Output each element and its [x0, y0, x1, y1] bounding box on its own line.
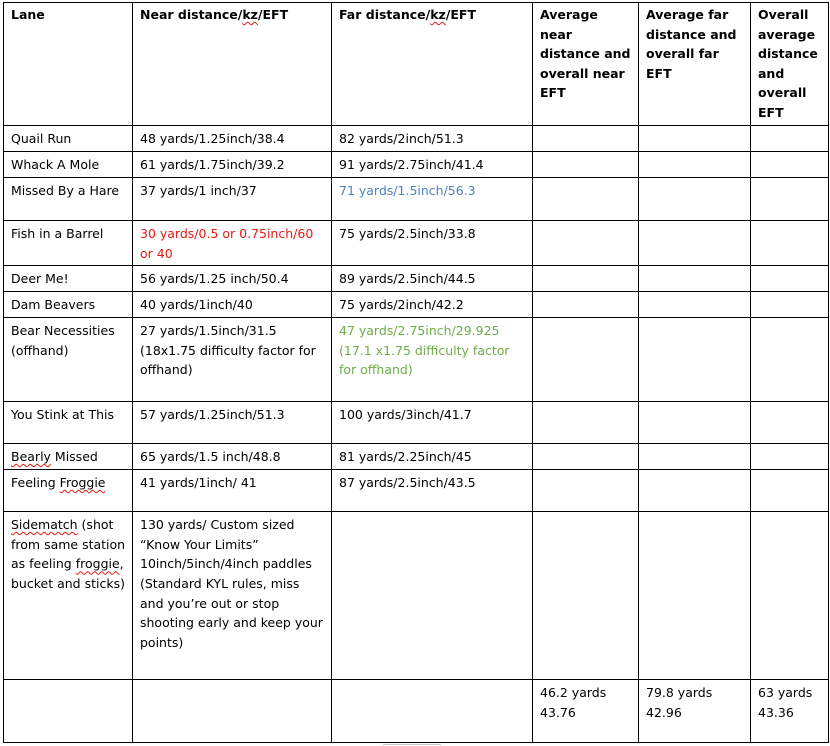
header-avg-near: Average near distance and overall near EFT [533, 3, 639, 126]
spell-marked-word: froggie [75, 556, 120, 572]
near-cell: 41 yards/1inch/ 41 [133, 470, 332, 512]
avg-near-cell [533, 126, 639, 152]
overall-cell [751, 126, 829, 152]
overall-cell [751, 444, 829, 470]
header-near: Near distance/kz/EFT [133, 3, 332, 126]
near-cell: 40 yards/1inch/40 [133, 292, 332, 318]
avg-far-cell [639, 178, 751, 221]
totals-row [4, 680, 829, 743]
near-cell: 57 yards/1.25inch/51.3 [133, 402, 332, 444]
far-cell: 47 yards/2.75inch/29.925 (17.1 x1.75 difficulty factor for offhand) [332, 318, 533, 402]
avg-far-cell [639, 221, 751, 266]
avg-near-cell [533, 266, 639, 292]
far-cell: 81 yards/2.25inch/45 [332, 444, 533, 470]
lane-cell: Fish in a Barrel [4, 221, 133, 266]
overall-distance: 63 yards [758, 685, 813, 701]
table-row [4, 470, 829, 512]
spell-marked-word: Bearly [11, 449, 51, 465]
spell-marked-word: Froggie [59, 475, 106, 491]
avg-near-cell [533, 221, 639, 266]
avg-near-cell [533, 512, 639, 680]
avg-far-cell [639, 292, 751, 318]
near-cell: 48 yards/1.25inch/38.4 [133, 126, 332, 152]
far-cell: 82 yards/2inch/51.3 [332, 126, 533, 152]
avg-far-cell [639, 402, 751, 444]
near-cell: 37 yards/1 inch/37 [133, 178, 332, 221]
lane-cell: Quail Run [4, 126, 133, 152]
far-cell: 89 yards/2.5inch/44.5 [332, 266, 533, 292]
avg-near-cell [533, 402, 639, 444]
table-row [4, 444, 829, 470]
lane-cell: Deer Me! [4, 266, 133, 292]
far-cell [332, 512, 533, 680]
far-cell: 75 yards/2.5inch/33.8 [332, 221, 533, 266]
header-lane: Lane [4, 3, 133, 126]
far-cell: 71 yards/1.5inch/56.3 [332, 178, 533, 221]
header-far: Far distance/kz/EFT [332, 3, 533, 126]
overall-total [751, 680, 829, 743]
table-row [4, 402, 829, 444]
table-row [4, 178, 829, 221]
table-row [4, 126, 829, 152]
lane-cell: Dam Beavers [4, 292, 133, 318]
overall-cell [751, 402, 829, 444]
near-cell: 130 yards/ Custom sized “Know Your Limits” 10inch/5inch/4inch paddles (Standard KYL rules, miss and you’re out or stop shooting early and keep your points) [133, 512, 332, 680]
table-row [4, 221, 829, 266]
avg-far-cell [639, 266, 751, 292]
overall-cell [751, 178, 829, 221]
spell-marked-word: Sidematch [11, 517, 78, 533]
far-cell: 91 yards/2.75inch/41.4 [332, 152, 533, 178]
avg-near-cell [533, 470, 639, 512]
table-row [4, 512, 829, 680]
spell-marked-word: kz [242, 7, 258, 22]
avg-near-cell [533, 444, 639, 470]
avg-far-total [639, 680, 751, 743]
far-cell: 100 yards/3inch/41.7 [332, 402, 533, 444]
avg-far-cell [639, 444, 751, 470]
overall-cell [751, 292, 829, 318]
header-avg-far: Average far distance and overall far EFT [639, 3, 751, 126]
overall-cell [751, 266, 829, 292]
overall-eft: 43.36 [758, 704, 794, 720]
lane-cell: Feeling Froggie [4, 470, 133, 512]
near-cell: 65 yards/1.5 inch/48.8 [133, 444, 332, 470]
avg-near-cell [533, 318, 639, 402]
overall-cell [751, 470, 829, 512]
near-cell: 27 yards/1.5inch/31.5 (18x1.75 difficulty factor for offhand) [133, 318, 332, 402]
avg-near-total [533, 680, 639, 743]
avg-far-cell [639, 318, 751, 402]
lane-cell: Sidematch (shot from same station as feeling froggie, bucket and sticks) [4, 512, 133, 680]
avg-far-eft: 42.96 [646, 704, 682, 720]
lane-table [3, 2, 829, 743]
avg-far-distance: 79.8 yards [646, 685, 713, 701]
avg-far-cell [639, 152, 751, 178]
lane-cell: You Stink at This [4, 402, 133, 444]
avg-far-cell [639, 512, 751, 680]
lane-cell: Bear Necessities (offhand) [4, 318, 133, 402]
avg-near-cell [533, 292, 639, 318]
overall-cell [751, 318, 829, 402]
near-cell: 56 yards/1.25 inch/50.4 [133, 266, 332, 292]
table-row [4, 318, 829, 402]
far-cell [332, 680, 533, 743]
lane-cell: Whack A Mole [4, 152, 133, 178]
near-cell: 30 yards/0.5 or 0.75inch/60 or 40 [133, 221, 332, 266]
far-cell: 75 yards/2inch/42.2 [332, 292, 533, 318]
lane-cell: Bearly Missed [4, 444, 133, 470]
far-cell: 87 yards/2.5inch/43.5 [332, 470, 533, 512]
header-row [4, 3, 829, 126]
overall-cell [751, 152, 829, 178]
header-overall: Overall average distance and overall EFT [751, 3, 829, 126]
overall-cell [751, 512, 829, 680]
avg-near-cell [533, 152, 639, 178]
avg-near-eft: 43.76 [540, 704, 576, 720]
table-row [4, 292, 829, 318]
avg-far-cell [639, 126, 751, 152]
table-row [4, 152, 829, 178]
overall-cell [751, 221, 829, 266]
avg-far-cell [639, 470, 751, 512]
near-cell: 61 yards/1.75inch/39.2 [133, 152, 332, 178]
lane-cell [4, 680, 133, 743]
page-footer-divider [383, 744, 441, 745]
spell-marked-word: kz [430, 7, 446, 22]
near-cell [133, 680, 332, 743]
avg-near-distance: 46.2 yards [540, 685, 607, 701]
avg-near-cell [533, 178, 639, 221]
table-row [4, 266, 829, 292]
lane-cell: Missed By a Hare [4, 178, 133, 221]
